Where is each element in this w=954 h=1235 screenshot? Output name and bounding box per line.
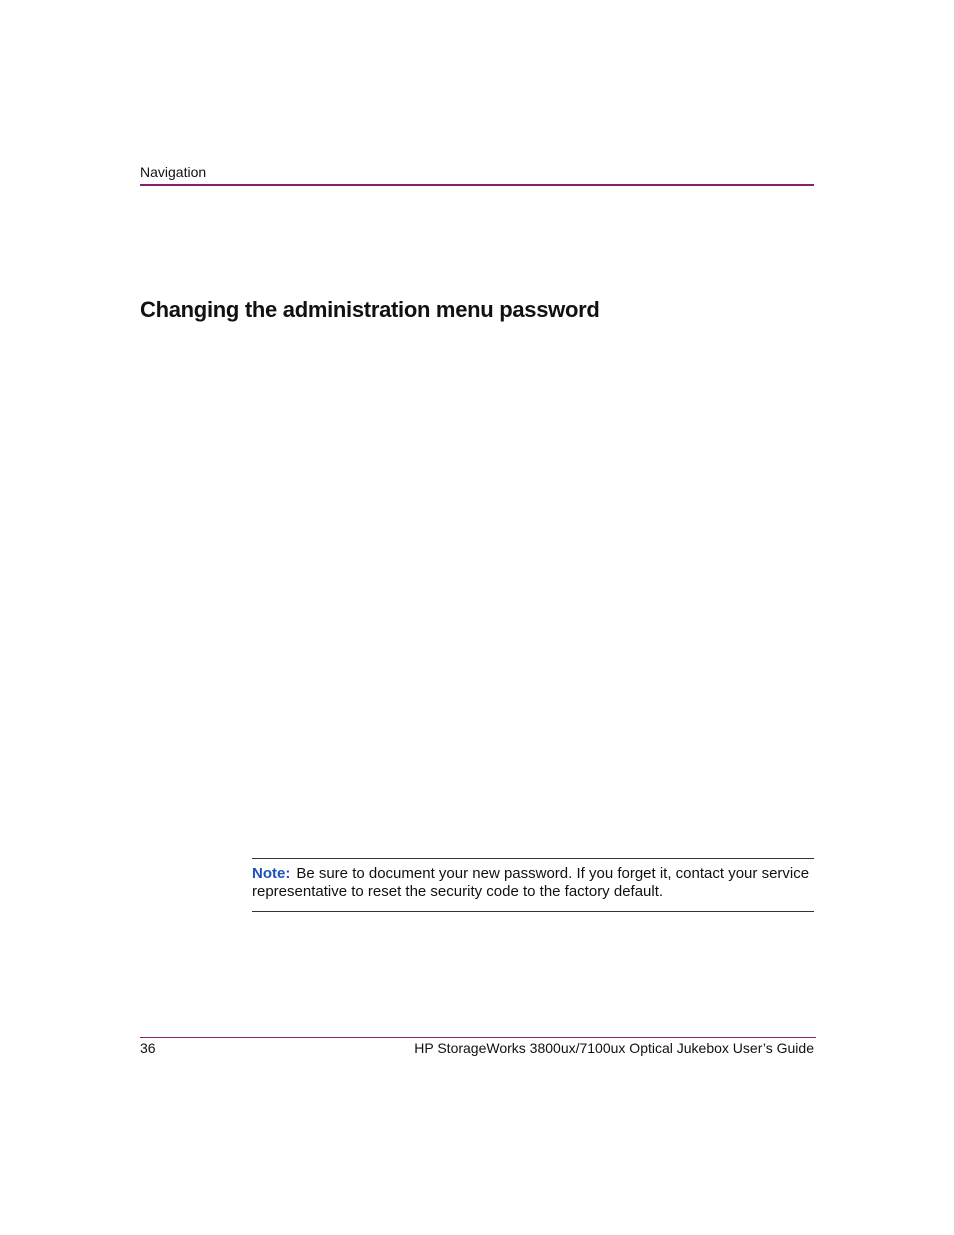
guide-title: HP StorageWorks 3800ux/7100ux Optical Jukebox User’s Guide: [414, 1040, 814, 1056]
page-number: 36: [140, 1040, 156, 1056]
footer-divider: [140, 1037, 816, 1038]
header-divider: [140, 184, 814, 186]
note-bottom-divider: [252, 911, 814, 912]
note-top-divider: [252, 858, 814, 859]
section-title: Changing the administration menu password: [140, 297, 600, 322]
running-header: Navigation: [140, 164, 207, 180]
note-label: Note:: [252, 865, 291, 882]
note-body: Be sure to document your new password. If you forget it, contact your service representative to reset the security code to the factory default.: [252, 865, 810, 900]
note-block: [252, 865, 812, 901]
